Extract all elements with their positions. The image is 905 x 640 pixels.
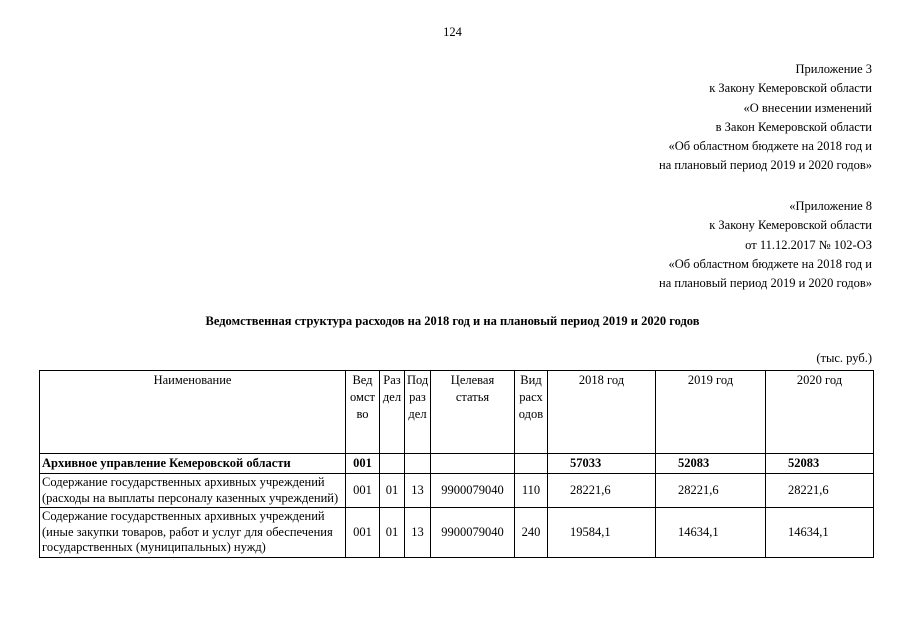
cell-2020: 14634,1 bbox=[766, 508, 874, 558]
cell-2020: 52083 bbox=[766, 454, 874, 474]
cell-target: 9900079040 bbox=[431, 508, 515, 558]
header-2018: 2018 год bbox=[548, 371, 656, 454]
header-name: Наименование bbox=[40, 371, 346, 454]
cell-2019: 52083 bbox=[656, 454, 766, 474]
cell-section: 01 bbox=[380, 474, 405, 508]
header-expense-type: Вид расх одов bbox=[515, 371, 548, 454]
cell-section bbox=[380, 454, 405, 474]
table-row bbox=[40, 454, 874, 474]
appendix-line: к Закону Кемеровской области bbox=[709, 81, 872, 96]
header-target: Целевая статья bbox=[431, 371, 515, 454]
appendix-8-header bbox=[659, 197, 872, 293]
appendix-line: «О внесении изменений bbox=[743, 100, 872, 115]
document-title: Ведомственная структура расходов на 2018 год и на плановый период 2019 и 2020 годов bbox=[205, 314, 700, 328]
cell-dept: 001 bbox=[346, 474, 380, 508]
cell-name: Содержание государственных архивных учреждений (иные закупки товаров, работ и услуг для обеспечения государственных (муниципальных) нужд) bbox=[40, 508, 346, 558]
appendix-line: Приложение 3 bbox=[795, 62, 872, 76]
cell-2018: 28221,6 bbox=[548, 474, 656, 508]
cell-section: 01 bbox=[380, 508, 405, 558]
appendix-line: «Приложение 8 bbox=[789, 199, 872, 213]
appendix-3-header bbox=[659, 60, 872, 176]
header-section: Раз дел bbox=[380, 371, 405, 454]
units-label: (тыс. руб.) bbox=[816, 351, 872, 365]
cell-2020: 28221,6 bbox=[766, 474, 874, 508]
cell-name: Содержание государственных архивных учреждений (расходы на выплаты персоналу казенных учреждений) bbox=[40, 474, 346, 508]
appendix-line: к Закону Кемеровской области bbox=[709, 218, 872, 233]
appendix-line: от 11.12.2017 № 102-ОЗ bbox=[745, 237, 872, 252]
appendix-line: на плановый период 2019 и 2020 годов» bbox=[659, 158, 872, 173]
expenditure-table bbox=[39, 370, 874, 558]
cell-subsection: 13 bbox=[405, 474, 431, 508]
cell-2019: 14634,1 bbox=[656, 508, 766, 558]
cell-name: Архивное управление Кемеровской области bbox=[40, 454, 346, 474]
page-number: 124 bbox=[443, 25, 462, 39]
cell-subsection bbox=[405, 454, 431, 474]
appendix-line: в Закон Кемеровской области bbox=[715, 119, 872, 134]
cell-subsection: 13 bbox=[405, 508, 431, 558]
cell-dept: 001 bbox=[346, 508, 380, 558]
appendix-line: «Об областном бюджете на 2018 год и bbox=[668, 256, 872, 271]
cell-2018: 57033 bbox=[548, 454, 656, 474]
cell-expense-type bbox=[515, 454, 548, 474]
header-2020: 2020 год bbox=[766, 371, 874, 454]
cell-target: 9900079040 bbox=[431, 474, 515, 508]
cell-dept: 001 bbox=[346, 454, 380, 474]
header-dept: Вед омст во bbox=[346, 371, 380, 454]
table-header-row bbox=[40, 371, 874, 454]
table-row bbox=[40, 508, 874, 558]
cell-expense-type: 240 bbox=[515, 508, 548, 558]
header-2019: 2019 год bbox=[656, 371, 766, 454]
appendix-line: на плановый период 2019 и 2020 годов» bbox=[659, 276, 872, 291]
cell-expense-type: 110 bbox=[515, 474, 548, 508]
appendix-line: «Об областном бюджете на 2018 год и bbox=[668, 139, 872, 154]
header-subsection: Под раз дел bbox=[405, 371, 431, 454]
cell-target bbox=[431, 454, 515, 474]
cell-2018: 19584,1 bbox=[548, 508, 656, 558]
cell-2019: 28221,6 bbox=[656, 474, 766, 508]
table-row bbox=[40, 474, 874, 508]
